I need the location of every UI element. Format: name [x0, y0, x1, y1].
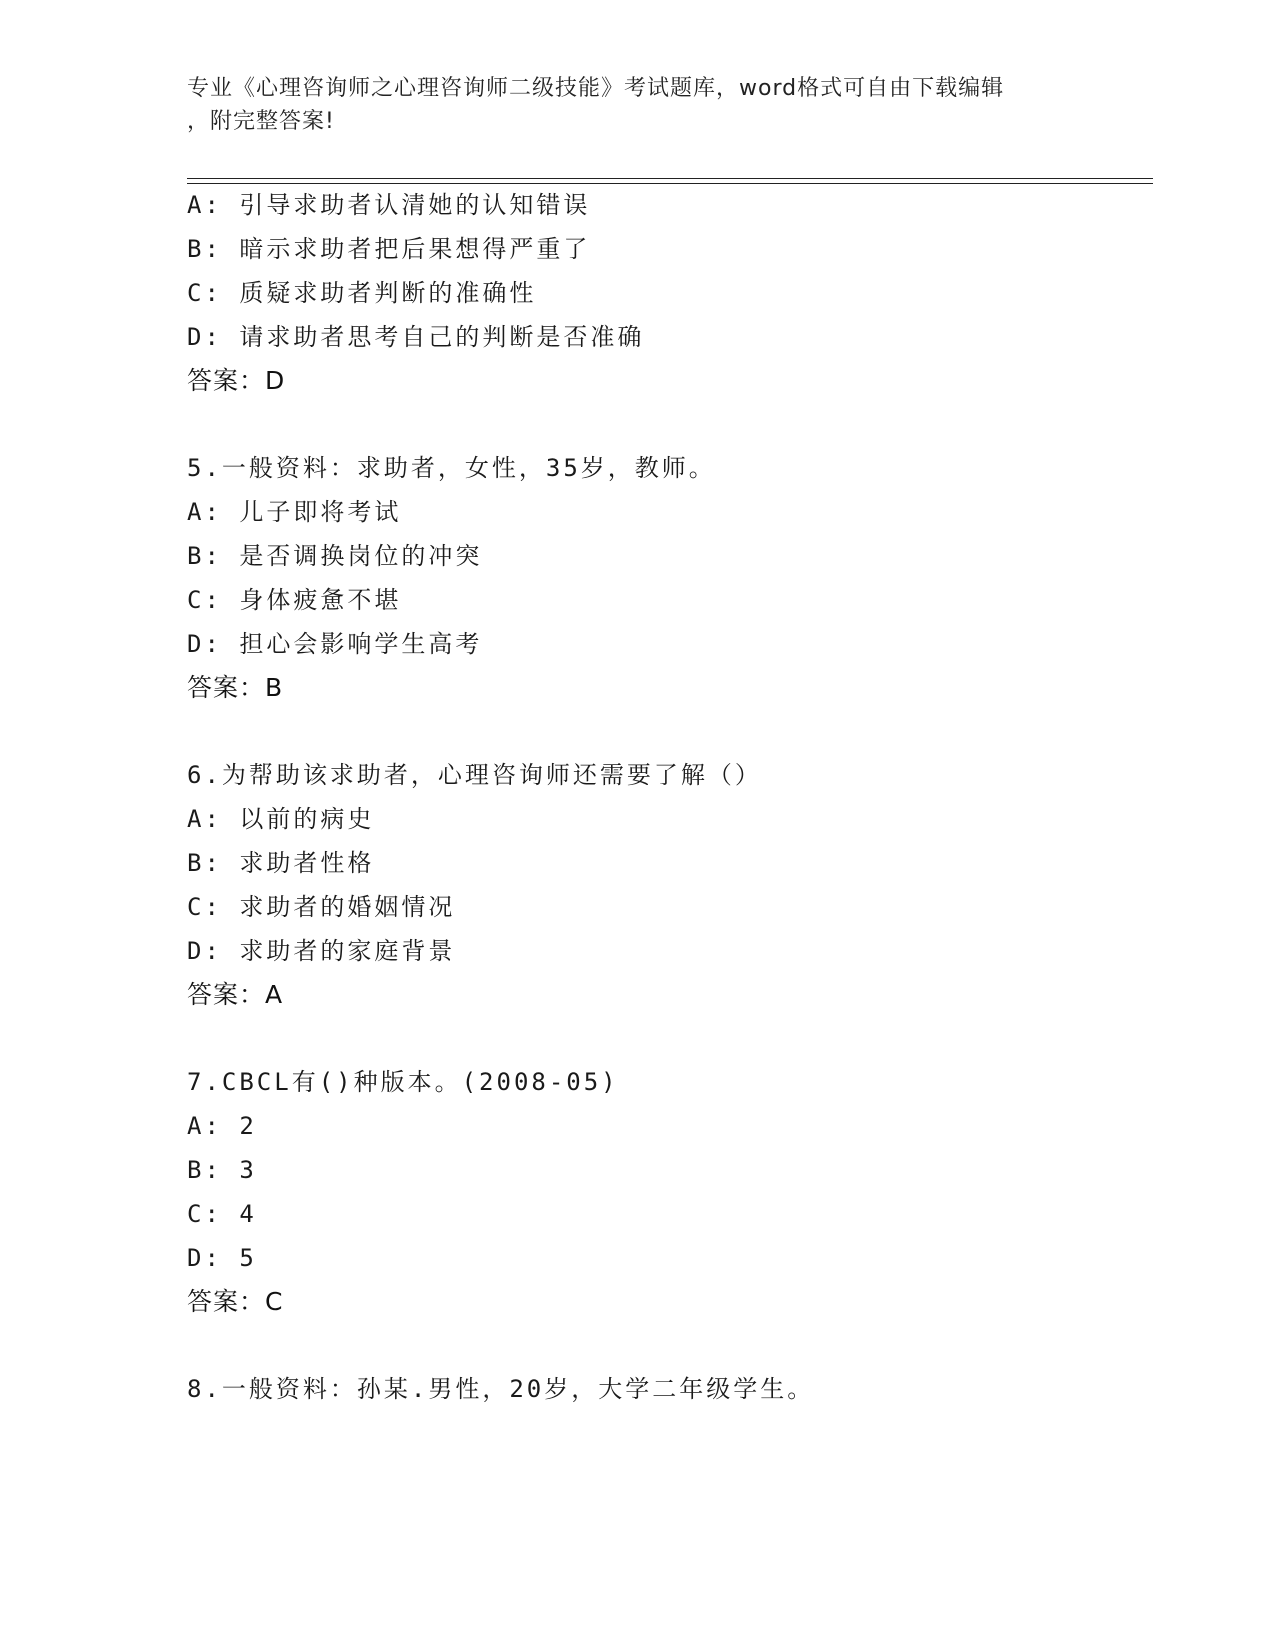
- q5-option-d: D: 担心会影响学生高考: [187, 630, 483, 658]
- q5-answer: 答案：B: [187, 673, 284, 702]
- q5-option-c: C: 身体疲惫不堪: [187, 586, 402, 614]
- q4-answer: 答案：D: [187, 366, 286, 395]
- header-divider-top: [187, 178, 1153, 179]
- q8-question: 8.一般资料：孙某.男性，20岁，大学二年级学生。: [187, 1375, 815, 1403]
- header-line-1: 专业《心理咨询师之心理咨询师二级技能》考试题库，word格式可自由下载编辑: [187, 76, 1005, 101]
- q7-option-b: B: 3: [187, 1156, 257, 1184]
- q5-option-a: A: 儿子即将考试: [187, 498, 402, 526]
- q4-option-d: D: 请求助者思考自己的判断是否准确: [187, 323, 645, 351]
- q7-answer: 答案：C: [187, 1287, 284, 1316]
- q6-answer: 答案：A: [187, 980, 284, 1009]
- document-header: [187, 72, 1087, 138]
- q7-option-c: C: 4: [187, 1200, 257, 1228]
- header-line-2: ，附完整答案!: [187, 109, 335, 134]
- q5-option-b: B: 是否调换岗位的冲突: [187, 542, 483, 570]
- q5-question: 5.一般资料：求助者，女性，35岁，教师。: [187, 454, 716, 482]
- q7-question: 7.CBCL有()种版本。(2008-05): [187, 1068, 619, 1096]
- q6-option-c: C: 求助者的婚姻情况: [187, 893, 456, 921]
- q7-option-d: D: 5: [187, 1244, 257, 1272]
- q4-option-b: B: 暗示求助者把后果想得严重了: [187, 235, 591, 263]
- q6-question: 6.为帮助该求助者，心理咨询师还需要了解（）: [187, 761, 762, 789]
- q4-option-c: C: 质疑求助者判断的准确性: [187, 279, 537, 307]
- q6-option-a: A: 以前的病史: [187, 805, 375, 833]
- q6-option-b: B: 求助者性格: [187, 849, 375, 877]
- header-divider-bottom: [187, 183, 1153, 184]
- q7-option-a: A: 2: [187, 1112, 257, 1140]
- q4-option-a: A: 引导求助者认清她的认知错误: [187, 191, 591, 219]
- q6-option-d: D: 求助者的家庭背景: [187, 937, 456, 965]
